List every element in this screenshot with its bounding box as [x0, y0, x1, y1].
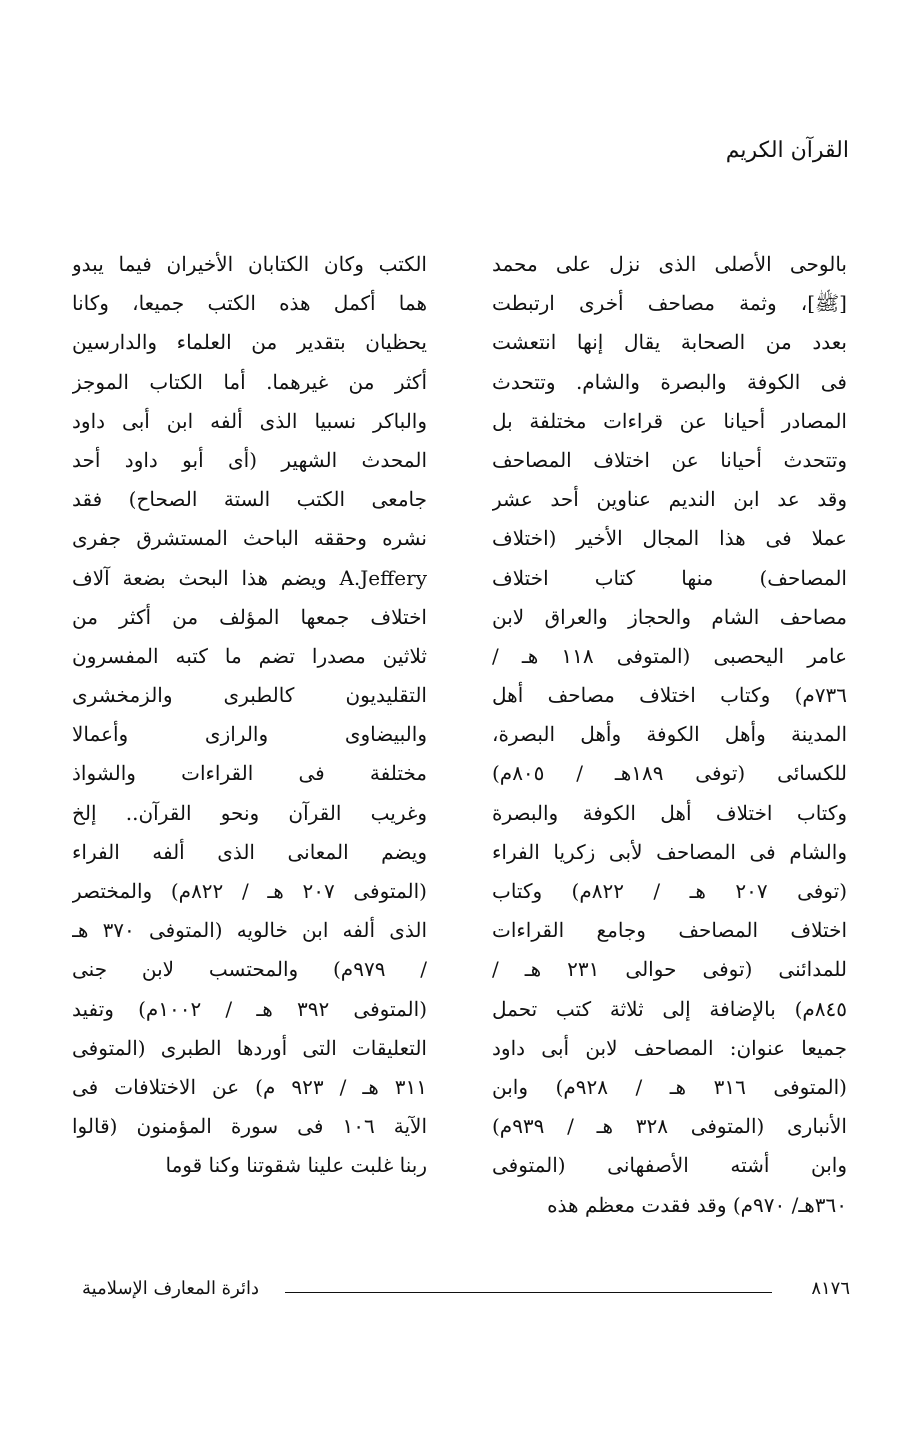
text-line: اختلاف جمعها المؤلف من أكثر من	[72, 604, 427, 629]
text-line: فى الكوفة والبصرة والشام. وتتحدث	[492, 369, 847, 394]
text-line: جامعى الكتب الستة الصحاح) فقد	[72, 487, 427, 512]
text-line: المصاحف) منها كتاب اختلاف	[492, 565, 847, 590]
text-line: مختلفة فى القراءات والشواذ	[72, 761, 427, 786]
page-number: ٨١٧٦	[811, 1278, 850, 1299]
journal-name: دائرة المعارف الإسلامية	[82, 1278, 260, 1299]
text-line: المصادر أحيانا عن قراءات مختلفة بل	[492, 408, 847, 433]
text-line: (المتوفى ٣١٦ هـ / ٩٢٨م) وابن	[492, 1074, 847, 1099]
text-line: اختلاف المصاحف وجامع القراءات	[492, 918, 847, 943]
text-line: والشام فى المصاحف لأبى زكريا الفراء	[492, 839, 847, 864]
text-line: الذى ألفه ابن خالويه (المتوفى ٣٧٠ هـ	[72, 918, 427, 943]
text-line: التعليقات التى أوردها الطبرى (المتوفى	[72, 1035, 427, 1060]
text-line: الآية ١٠٦ فى سورة المؤمنون (قالوا	[72, 1114, 427, 1139]
text-line: والبيضاوى والرازى وأعمالا	[72, 722, 427, 747]
text-line: أكثر من غيرهما. أما الكتاب الموجز	[72, 369, 427, 394]
text-line: المحدث الشهير (أى أبو داود أحد	[72, 447, 427, 472]
text-line: ٣٦٠هـ/ ٩٧٠م) وقد فقدت معظم هذه	[547, 1192, 847, 1217]
text-line: للمدائنى (توفى حوالى ٢٣١ هـ /	[492, 957, 847, 982]
text-line: وابن أشته الأصفهانى (المتوفى	[492, 1153, 847, 1178]
page-footer	[70, 1278, 850, 1308]
text-line: [ﷺ]، وثمة مصاحف أخرى ارتبطت	[492, 291, 847, 316]
text-line: ويضم المعانى الذى ألفه الفراء	[72, 839, 427, 864]
text-line: ٧٣٦م) وكتاب اختلاف مصاحف أهل	[492, 683, 847, 708]
text-line: ثلاثين مصدرا تضم ما كتبه المفسرون	[72, 643, 427, 668]
text-line: والباكر نسبيا الذى ألفه ابن أبى داود	[72, 408, 427, 433]
footer-rule	[285, 1292, 772, 1293]
text-line: نشره وحققه الباحث المستشرق جفرى	[72, 526, 427, 551]
text-line: ٣١١ هـ / ٩٢٣ م) عن الاختلافات فى	[72, 1074, 427, 1099]
text-line: جميعا عنوان: المصاحف لابن أبى داود	[492, 1035, 847, 1060]
text-line: وقد عد ابن النديم عناوين أحد عشر	[492, 487, 847, 512]
text-line: هما أكمل هذه الكتب جميعا، وكانا	[72, 291, 427, 316]
text-line: عامر اليحصبى (المتوفى ١١٨ هـ /	[492, 643, 847, 668]
text-line: (المتوفى ٢٠٧ هـ / ٨٢٢م) والمختصر	[72, 879, 427, 903]
text-line: الأنبارى (المتوفى ٣٢٨ هـ / ٩٣٩م)	[492, 1114, 847, 1139]
text-column-left	[72, 245, 427, 1186]
text-line: وتتحدث أحيانا عن اختلاف المصاحف	[492, 447, 847, 472]
running-head-title: القرآن الكريم	[725, 138, 849, 163]
text-line: الكتب وكان الكتابان الأخيران فيما يبدو	[72, 252, 427, 276]
text-line: (توفى ٢٠٧ هـ / ٨٢٢م) وكتاب	[492, 879, 847, 903]
text-line: بالوحى الأصلى الذى نزل على محمد	[492, 252, 847, 276]
text-line: للكسائى (توفى ١٨٩هـ / ٨٠٥م)	[492, 761, 847, 786]
text-line: / ٩٧٩م) والمحتسب لابن جنى	[72, 957, 427, 982]
text-line: ربنا غلبت علينا شقوتنا وكنا قوما	[165, 1153, 427, 1178]
text-line: مصاحف الشام والحجاز والعراق لابن	[492, 604, 847, 629]
text-line: ٨٤٥م) بالإضافة إلى ثلاثة كتب تحمل	[492, 996, 847, 1021]
text-line: المدينة وأهل الكوفة وأهل البصرة،	[492, 722, 847, 747]
text-line: وكتاب اختلاف أهل الكوفة والبصرة	[492, 800, 847, 825]
text-line: يحظيان بتقدير من العلماء والدارسين	[72, 330, 427, 355]
text-line: بعدد من الصحابة يقال إنها انتعشت	[492, 330, 847, 355]
text-line: A.Jeffery ويضم هذا البحث بضعة آلاف	[72, 565, 427, 590]
text-column-right	[492, 245, 847, 1225]
text-line: عملا فى هذا المجال الأخير (اختلاف	[492, 526, 847, 551]
text-line: (المتوفى ٣٩٢ هـ / ١٠٠٢م) وتفيد	[72, 996, 427, 1021]
text-line: التقليديون كالطبرى والزمخشرى	[72, 683, 427, 708]
text-line: وغريب القرآن ونحو القرآن.. إلخ	[72, 800, 427, 825]
